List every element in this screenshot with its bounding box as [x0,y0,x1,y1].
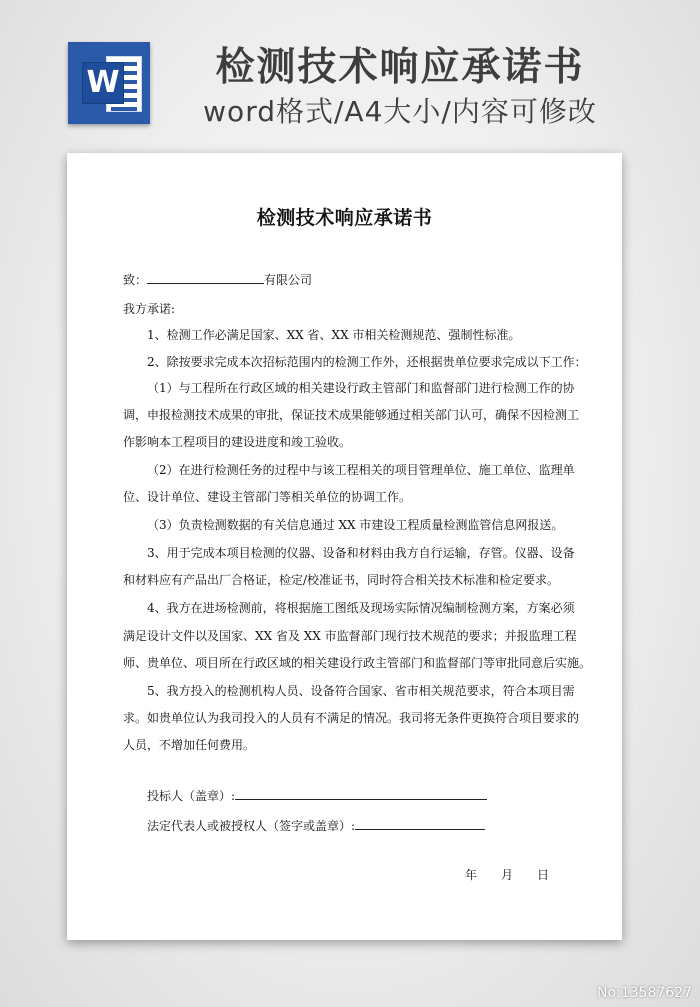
header-title: 检测技术响应承诺书 [215,45,585,90]
date-month: 月 [501,868,514,882]
recipient-prefix: 致： [123,273,148,287]
word-letter-icon: W [82,62,124,104]
clause-line: 满足设计文件以及国家、XX 省及 XX 市监督部门现行技术规范的要求；并报监理工程 [123,629,577,643]
recipient-suffix: 有限公司 [264,273,313,287]
clause-line: （2）在进行检测任务的过程中与该工程相关的项目管理单位、施工单位、监理单 [147,463,575,477]
clause-line: （1）与工程所在行政区域的相关建设行政主管部门和监督部门进行检测工作的协 [147,381,575,395]
bidder-label: 投标人（盖章）: [147,789,236,803]
clause-line: 师、贵单位、项目所在行政区域的相关建设行政主管部门和监督部门等审批同意后实施。 [123,656,592,670]
clause-line: 和材料应有产品出厂合格证，检定/校准证书，同时符合相关技术标准和检定要求。 [123,573,560,587]
clause-line: 作影响本工程项目的建设进度和竣工验收。 [123,435,352,449]
document-page [67,153,622,940]
clause-line: 5、我方投入的检测机构人员、设备符合国家、省市相关规范要求，符合本项目需 [147,684,575,698]
promise-intro: 我方承诺: [123,302,176,316]
image-id-watermark: No:13587627 [596,985,692,1001]
clause-line: 3、用于完成本项目检测的仪器、设备和材料由我方自行运输，存管。仪器、设备 [147,546,575,560]
bidder-signature-line [147,786,487,804]
recipient-blank [147,270,264,284]
clause-line: （3）负责检测数据的有关信息通过 XX 市建设工程质量检测监管信息网报送。 [147,518,564,532]
representative-blank [355,816,485,830]
clause-line: 人员，不增加任何费用。 [123,738,256,752]
representative-signature-line [147,816,485,834]
bidder-blank [235,786,487,800]
word-logo [68,42,150,124]
clause-line: 2、除按要求完成本次招标范围内的检测工作外，还根据贵单位要求完成以下工作： [147,355,587,369]
recipient-line [123,270,312,288]
representative-label: 法定代表人或被授权人（签字或盖章）: [147,819,356,833]
clause-line: 调，申报检测技术成果的审批，保证技术成果能够通过相关部门认可，确保不因检测工 [123,408,580,422]
document-title: 检测技术响应承诺书 [256,207,433,229]
date-day: 日 [537,868,550,882]
clause-line: 1、检测工作必满足国家、XX 省、XX 市相关检测规范、强制性标准。 [147,328,521,342]
header-subtitle: word格式/A4大小/内容可修改 [203,95,597,128]
clause-line: 4、我方在进场检测前，将根据施工图纸及现场实际情况编制检测方案，方案必须 [147,601,575,615]
clause-line: 求。如贵单位认为我司投入的人员有不满足的情况。我司将无条件更换符合项目要求的 [123,711,580,725]
date-year: 年 [465,868,478,882]
clause-line: 位、设计单位、建设主管部门等相关单位的协调工作。 [123,490,412,504]
